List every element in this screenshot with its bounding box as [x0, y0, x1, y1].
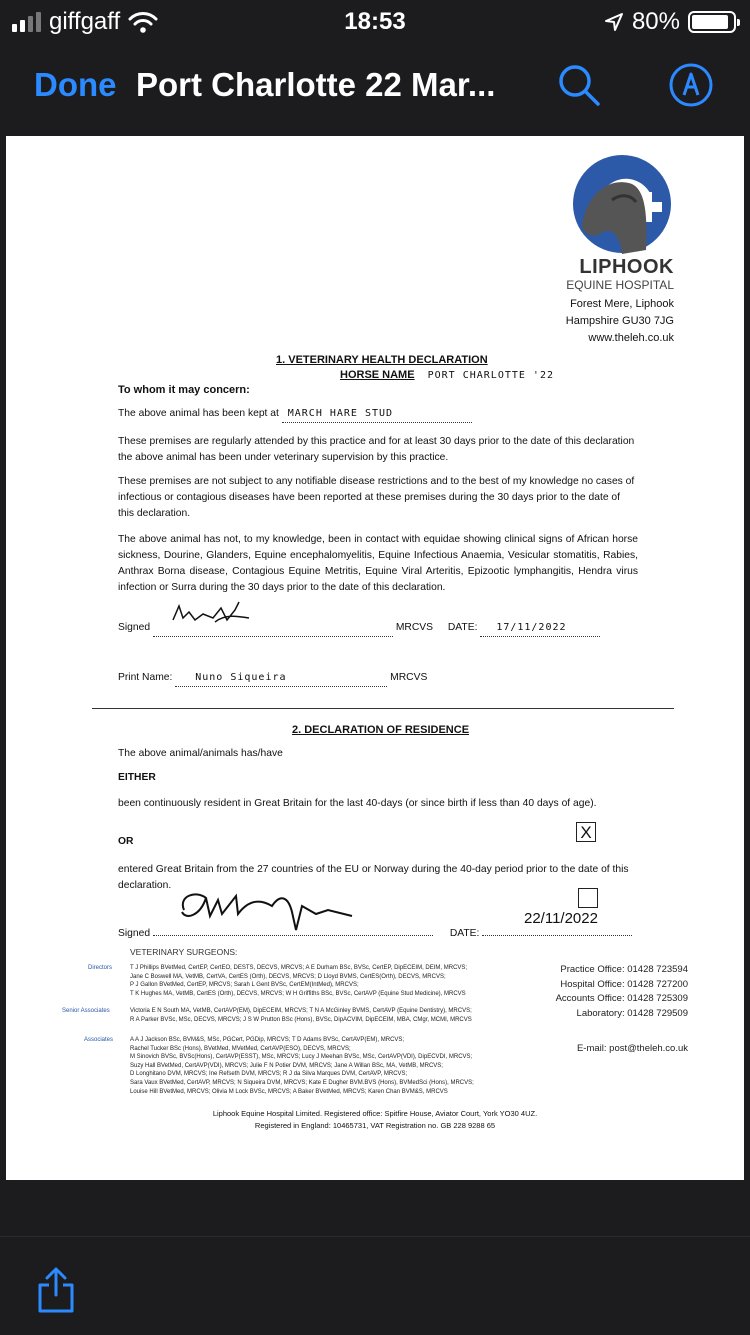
print-name-value: Nuno Siqueira: [175, 670, 387, 687]
battery-percent: 80%: [631, 8, 680, 35]
website-link[interactable]: www.theleh.co.uk: [588, 332, 674, 344]
kept-at-label: The above animal has been kept at: [118, 408, 279, 419]
accounts-office: Accounts Office: 01428 725309: [555, 993, 688, 1004]
directors-list: [130, 964, 467, 998]
option1-text: been continuously resident in Great Britain for the last 40-days (or since birth if less than 40 days of age).: [118, 798, 597, 809]
list-item: P J Gallon BVetMed, CertEP, MRCVS; Sarah L Gent BVSc, CertEM(IntMed), MRCVS;: [130, 982, 359, 989]
list-item: Rachel Tucker BSc (Hons), BVetMed, MVetMed, CertAVP(ESO), DECVS, MRCVS;: [130, 1045, 351, 1052]
search-icon[interactable]: [556, 62, 602, 108]
associates-label: Associates: [84, 1037, 114, 1043]
kept-at-value: MARCH HARE STUD: [282, 406, 472, 423]
email-link[interactable]: E-mail: post@theleh.co.uk: [576, 1043, 688, 1054]
logo-subtitle: EQUINE HOSPITAL: [566, 278, 674, 292]
list-item: M Sinovich BVSc, BVSc(Hons), CertAVP(ESST), MSc, MRCVS; Lucy J Meehan BVSc, MSc, CertAVP(VDI), DipECVDI, MRCVS;: [130, 1054, 473, 1061]
list-item: Victoria E N South MA, VetMB, CertAVP(EM), DipECEIM, MRCVS; T N A McGinley BVMS, CertAVP (Equine Dentistry), MRCVS;: [130, 1008, 472, 1014]
footer-line: Liphook Equine Hospital Limited. Registered office: Spitfire House, Aviator Court, York YO30 4UZ.: [212, 1109, 538, 1118]
laboratory: Laboratory: 01428 729509: [576, 1007, 688, 1019]
done-button[interactable]: Done: [34, 66, 117, 103]
horse-logo-icon: [572, 154, 672, 254]
kept-at-row: [118, 406, 638, 423]
senior-list: [130, 1007, 472, 1024]
residence-intro: The above animal/animals has/have: [118, 748, 283, 759]
status-bar: [0, 0, 750, 44]
carrier-label: giffgaff: [49, 8, 121, 35]
signature-icon: [169, 598, 259, 632]
address-block: [566, 296, 674, 347]
status-right: [604, 8, 736, 36]
document-page[interactable]: [6, 136, 744, 1180]
mrcvs-label: MRCVS: [390, 672, 428, 683]
location-arrow-icon: [604, 12, 624, 32]
associates-list: [130, 1036, 474, 1096]
battery-icon: [688, 11, 736, 33]
to-whom-heading: To whom it may concern:: [118, 384, 250, 396]
list-item: Louise Hill BVetMed, MRCVS; Olivia M Lock BVSc, MRCVS; A Baker BVetMed, MRCVS; Karen Chan BVM&S, MRCVS: [130, 1088, 448, 1095]
date-value: 17/11/2022: [480, 620, 600, 637]
divider: [92, 708, 674, 709]
paragraph-supervision: These premises are regularly attended by this practice and for at least 30 days prior to the date of this declaration the above animal has been under veterinary supervision by this practice.: [118, 436, 635, 463]
option1-checkbox[interactable]: X: [576, 822, 596, 842]
option2-checkbox[interactable]: [578, 888, 598, 908]
list-item: Sara Vaux BVetMed, CertAVP, MRCVS; N Siqueira DVM, MRCVS; Kate E Dugher BVM.BVS (Hons), BVMedSci (Hons), MRCVS;: [130, 1079, 474, 1086]
markup-icon[interactable]: [668, 62, 714, 108]
mrcvs-label: MRCVS: [395, 622, 433, 633]
section1-heading: 1. VETERINARY HEALTH DECLARATION: [276, 354, 488, 366]
date-label: DATE:: [447, 622, 478, 633]
list-item: D Longhitano DVM, MRCVS; Ine Refseth DVM, MRCVS; R J da Silva Marques DVM, CertAVP, MRCVS;: [130, 1071, 408, 1078]
print-name-label: Print Name:: [118, 672, 173, 683]
vet-surgeons-label: VETERINARY SURGEONS:: [130, 947, 238, 957]
horse-name-row: [340, 369, 554, 381]
signed-label: Signed: [118, 928, 151, 939]
either-label: EITHER: [118, 772, 156, 783]
print-name-row: [118, 670, 638, 687]
list-item: Suzy Hall BVetMed, CertAVP(VDI), MRCVS; Julie F N Potier DVM, MRCVS; Jane A Willan BSc, MA, VetMB, MRCVS;: [130, 1062, 443, 1069]
directors-label: Directors: [88, 965, 113, 971]
date-label: DATE:: [449, 928, 480, 939]
footer-line: Registered in England: 10465731, VAT Registration no. GB 228 9288 65: [254, 1121, 496, 1130]
signed-label: Signed: [118, 622, 151, 633]
nav-bar: [0, 44, 750, 132]
document-title: Port Charlotte 22 Mar...: [136, 66, 496, 103]
paragraph-diseases: The above animal has not, to my knowledge, been in contact with equidae showing clinical signs of African horse sickness, Dourine, Glanders, Equine encephalomyelitis, Equine Infectious Anaemia, Vesicular stomatitis, Rabies, Anthrax Borna disease, Contagious Equine Metritis, Equine Viral Arteritis, Epizootic lymphangitis, Hendra virus infection or Surra during the 30 days prior to the date of this declaration.: [118, 534, 638, 593]
signature-line: [153, 935, 433, 936]
hospital-office: Hospital Office: 01428 727200: [560, 978, 688, 990]
list-item: A A J Jackson BSc, BVM&S, MSc, PGCert, PGDip, MRCVS; T D Adams BVSc, CertAVP(EM), MRCVS;: [130, 1037, 405, 1043]
or-label: OR: [118, 836, 134, 847]
list-item: R A Parker BVSc, MSc, DECVS, MRCVS; J S W Prutton BSc (Hons), BVSc, DipACVIM, DipECEIM, MBA, CMgr, MCMI, MRCVS: [130, 1016, 472, 1023]
address-line: Forest Mere, Liphook: [570, 298, 674, 310]
horse-name-value: PORT CHARLOTTE '22: [427, 370, 554, 381]
section2-heading: 2. DECLARATION OF RESIDENCE: [292, 724, 470, 736]
address-line: Hampshire GU30 7JG: [565, 315, 674, 327]
residence-date-value: 22/11/2022: [524, 910, 598, 927]
paragraph-restrictions: These premises are not subject to any notifiable disease restrictions and to the best of my knowledge no cases of infectious or contagious diseases have been reported at these premises during the 30 days prior to the date of this declaration.: [118, 476, 635, 519]
list-item: Jane C Boswell MA, VetMB, CertVA, CertES (Orth), DECVS, MRCVS; D Lloyd BVMS, CertES(Orth), DECVS, MRCVS;: [130, 973, 446, 980]
practice-office: Practice Office: 01428 723594: [560, 964, 688, 975]
date-line: [482, 935, 632, 936]
option2-text: entered Great Britain from the 27 countries of the EU or Norway during the 40-day period prior to the date of this declaration.: [118, 864, 629, 891]
senior-associates-label: Senior Associates: [62, 1008, 110, 1014]
signed-row-1: [118, 620, 658, 637]
bottom-toolbar: [0, 1236, 750, 1335]
logo-name: LIPHOOK: [579, 256, 674, 278]
signed-row-2: [118, 926, 658, 942]
status-time: 18:53: [344, 8, 406, 35]
share-icon[interactable]: [36, 1265, 76, 1315]
list-item: T K Hughes MA, VetMB, CertES (Orth), DECVS, MRCVS; W H Griffiths BSc, BVSc, CertAVP (Equine Stud Medicine), MRCVS: [130, 990, 466, 997]
signature-line: [153, 620, 393, 637]
contact-numbers: [556, 963, 688, 1021]
list-item: T J Phillips BVetMed, CertEP, CertEO, DESTS, DECVS, MRCVS; A E Durham BSc, BVSc, CertEP, DipECEIM, DEIM, MRCVS;: [130, 965, 468, 971]
horse-name-label: HORSE NAME: [340, 369, 415, 381]
